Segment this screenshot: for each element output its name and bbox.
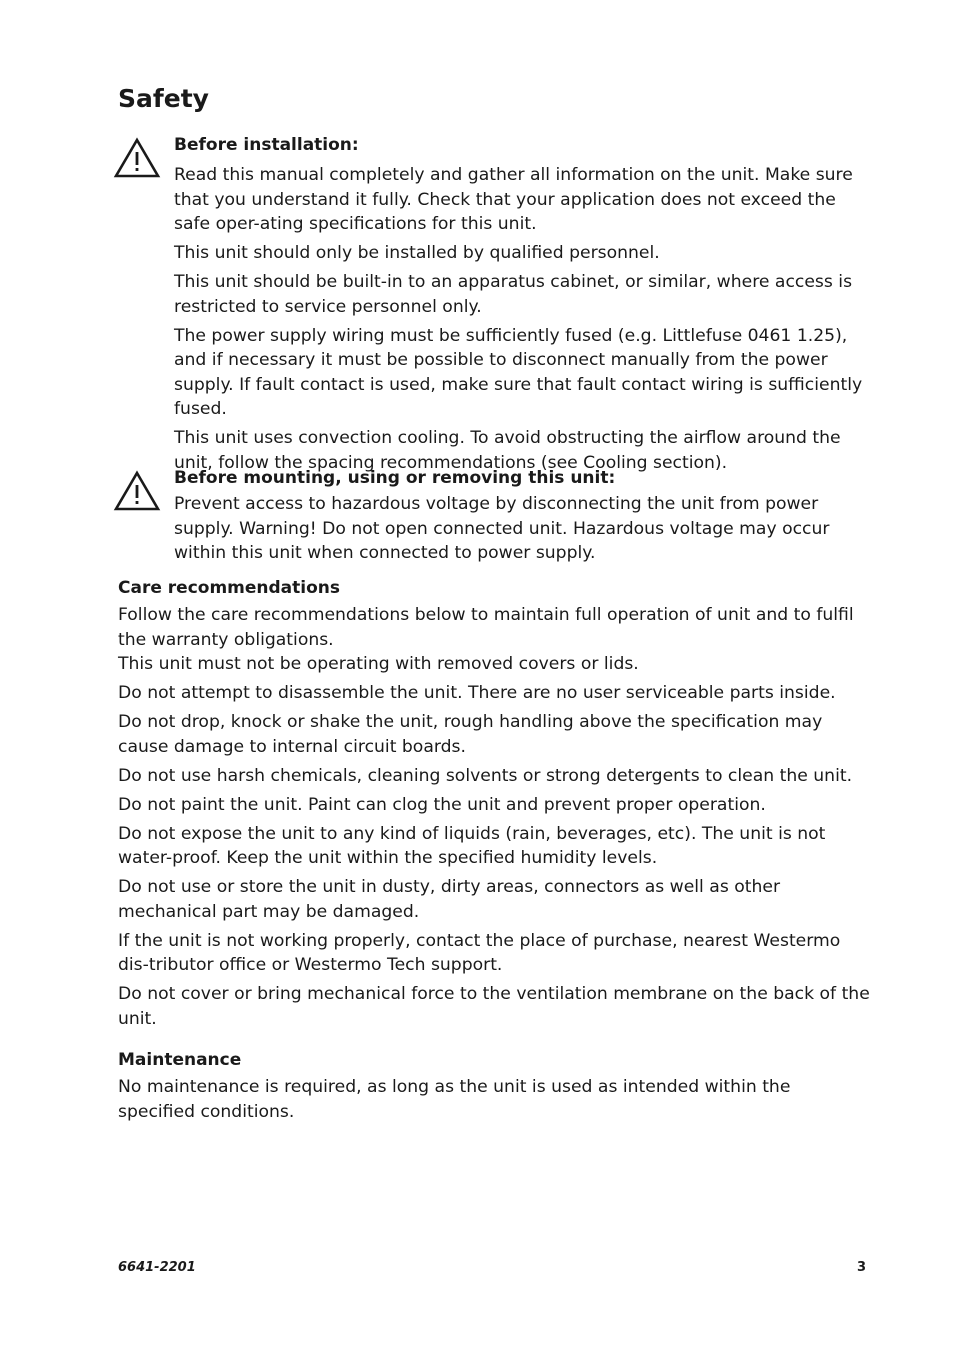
page-number: 3: [856, 1260, 866, 1275]
paragraph: This unit should only be installed by qualified personnel.: [174, 243, 660, 263]
maintenance-section: [118, 1048, 870, 1129]
paragraph: Follow the care recommendations below to maintain full operation of unit and to fulfil the warranty obligations.: [118, 605, 854, 650]
paragraph: Do not paint the unit. Paint can clog the unit and prevent proper operation.: [118, 794, 766, 815]
paragraph: Do not cover or bring mechanical force to the ventilation membrane on the back of the unit.: [118, 984, 870, 1029]
paragraph: No maintenance is required, as long as the unit is used as intended within the specified conditions.: [118, 1077, 791, 1122]
paragraph: If the unit is not working properly, contact the place of purchase, nearest Westermo dis-tributor office or Westermo Tech support.: [118, 930, 841, 975]
paragraph: This unit uses convection cooling. To avoid obstructing the airflow around the unit, follow the spacing recommendations (see Cooling section).: [174, 428, 841, 473]
before-installation-heading: Before installation:: [174, 135, 359, 155]
paragraph: This unit should be built-in to an apparatus cabinet, or similar, where access is restricted to service personnel only.: [174, 272, 853, 317]
paragraph: Read this manual completely and gather all information on the unit. Make sure that you understand it fully. Check that your application does not exceed the safe oper-ating specifications for this unit.: [174, 165, 853, 234]
before-mounting-heading: Before mounting, using or removing this unit:: [174, 468, 616, 488]
maintenance-heading: Maintenance: [118, 1050, 242, 1070]
document-number: 6641-2201: [118, 1260, 196, 1275]
paragraph: Do not attempt to disassemble the unit. There are no user serviceable parts inside.: [118, 683, 836, 703]
warning-triangle-icon: [113, 137, 161, 179]
page-title: Safety: [118, 84, 209, 113]
care-recommendations-section: [118, 576, 870, 1036]
warning-triangle-icon: [113, 470, 161, 512]
care-recommendations-heading: Care recommendations: [118, 578, 341, 598]
paragraph: Do not use harsh chemicals, cleaning solvents or strong detergents to clean the unit.: [118, 765, 853, 786]
paragraph: Prevent access to hazardous voltage by disconnecting the unit from power supply. Warning! Do not open connected unit. Hazardous voltage may occur within this unit when connected to power supply.: [174, 494, 830, 563]
before-installation-content: [174, 133, 870, 480]
paragraph: Do not use or store the unit in dusty, dirty areas, connectors as well as other mechanical part may be damaged.: [118, 877, 781, 922]
paragraph: This unit must not be operating with removed covers or lids.: [118, 654, 639, 674]
paragraph: Do not expose the unit to any kind of liquids (rain, beverages, etc). The unit is not water-proof. Keep the unit within the specified humidity levels.: [118, 823, 826, 868]
paragraph: Do not drop, knock or shake the unit, rough handling above the specification may cause damage to internal circuit boards.: [118, 712, 823, 757]
paragraph: The power supply wiring must be sufficiently fused (e.g. Littlefuse 0461 1.25), and if necessary it must be possible to disconnect manually from the power supply. If fault contact is used, make sure that fault contact wiring is sufficiently fused.: [174, 325, 863, 419]
before-mounting-content: [174, 466, 870, 570]
